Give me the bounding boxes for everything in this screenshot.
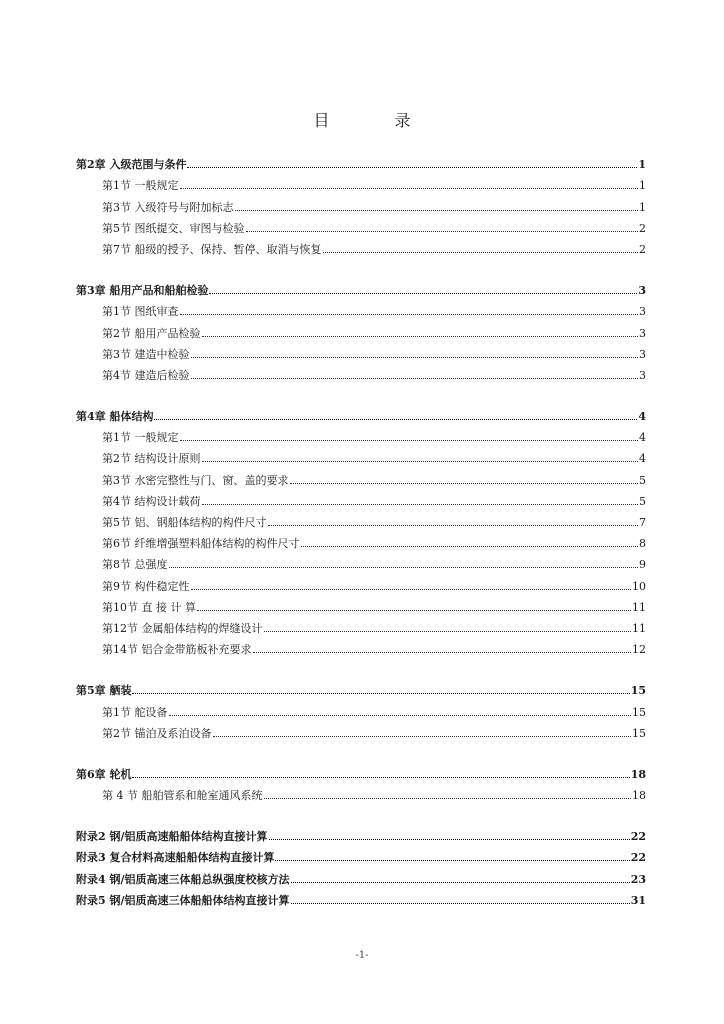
toc-section-row[interactable] bbox=[76, 529, 646, 550]
toc-section-row[interactable] bbox=[76, 465, 646, 486]
toc-section-row[interactable] bbox=[76, 593, 646, 614]
leader-dots bbox=[197, 610, 631, 611]
toc-section-label: 第4节 建造后检验 bbox=[102, 368, 190, 382]
toc-section-row[interactable] bbox=[76, 571, 646, 592]
toc-page-number: 3 bbox=[639, 305, 646, 319]
toc-section-row[interactable] bbox=[76, 697, 646, 718]
toc-chapter-row[interactable] bbox=[76, 676, 646, 697]
leader-dots bbox=[269, 839, 630, 840]
toc-section-row[interactable] bbox=[76, 214, 646, 235]
toc-section-row[interactable] bbox=[76, 318, 646, 339]
leader-dots bbox=[275, 860, 629, 861]
toc-page-number: 5 bbox=[639, 494, 646, 508]
toc-chapter-label: 第2章 入级范围与条件 bbox=[76, 158, 187, 172]
toc-page-number: 15 bbox=[632, 726, 646, 740]
leader-dots bbox=[213, 736, 632, 737]
toc-section-row[interactable] bbox=[76, 781, 646, 802]
toc-section-row[interactable] bbox=[76, 444, 646, 465]
leader-dots bbox=[132, 693, 629, 694]
toc-section-row[interactable] bbox=[76, 340, 646, 361]
toc-section-row[interactable] bbox=[76, 635, 646, 656]
toc-section-label: 第2节 锚泊及系泊设备 bbox=[102, 726, 212, 740]
toc-page-number: 7 bbox=[639, 516, 646, 529]
toc-page-number: 8 bbox=[639, 537, 646, 551]
leader-dots bbox=[323, 252, 639, 253]
toc-page-number: 1 bbox=[639, 179, 646, 193]
toc-appendix-label: 附录5 钢/铝质高速三体船船体结构直接计算 bbox=[76, 893, 290, 907]
toc-section-row[interactable] bbox=[76, 508, 646, 529]
toc-appendix-row[interactable] bbox=[76, 864, 646, 885]
leader-dots bbox=[290, 483, 639, 484]
leader-dots bbox=[264, 631, 632, 632]
toc-page-number: 18 bbox=[630, 767, 646, 781]
toc-page-number: 5 bbox=[639, 473, 646, 487]
leader-dots bbox=[187, 167, 637, 168]
toc-section-label: 第1节 图纸审查 bbox=[102, 305, 179, 319]
toc-page-number: 4 bbox=[639, 431, 646, 445]
toc-section-row[interactable] bbox=[76, 614, 646, 635]
toc-section-label: 第 4 节 船舶管系和舱室通风系统 bbox=[102, 789, 263, 803]
section-spacer bbox=[76, 740, 646, 760]
toc-section-label: 第5节 图纸提交、审图与检验 bbox=[102, 221, 245, 235]
leader-dots bbox=[132, 777, 629, 778]
toc-chapter-label: 第4章 船体结构 bbox=[76, 410, 154, 424]
toc-page-number: 2 bbox=[639, 221, 646, 235]
toc-page-number: 18 bbox=[632, 789, 646, 803]
toc-page-number: 31 bbox=[630, 893, 646, 907]
leader-dots bbox=[268, 525, 639, 526]
toc-section-label: 第9节 构件稳定性 bbox=[102, 579, 190, 593]
toc-page-number: 1 bbox=[638, 158, 646, 172]
toc-appendix-row[interactable] bbox=[76, 843, 646, 864]
toc-section-label: 第10节 直 接 计 算 bbox=[102, 600, 196, 614]
toc-page-number: 1 bbox=[639, 200, 646, 214]
table-of-contents bbox=[76, 150, 646, 907]
leader-dots bbox=[291, 903, 630, 904]
toc-section-label: 第5节 铝、钢船体结构的构件尺寸 bbox=[102, 516, 267, 529]
toc-section-row[interactable] bbox=[76, 550, 646, 571]
toc-section-label: 第2节 结构设计原则 bbox=[102, 452, 201, 466]
toc-section-label: 第14节 铝合金带筋板补充要求 bbox=[102, 643, 252, 657]
toc-section-label: 第3节 建造中检验 bbox=[102, 347, 190, 361]
toc-section-label: 第1节 舵设备 bbox=[102, 705, 168, 719]
toc-page-number: 3 bbox=[639, 326, 646, 340]
toc-page-number: 2 bbox=[639, 242, 646, 256]
leader-dots bbox=[202, 336, 639, 337]
toc-section-label: 第8节 总强度 bbox=[102, 558, 168, 572]
section-spacer bbox=[76, 802, 646, 822]
toc-page-number: 3 bbox=[638, 284, 646, 298]
toc-page-number: 10 bbox=[632, 579, 646, 593]
toc-section-row[interactable] bbox=[76, 192, 646, 213]
toc-page-number: 4 bbox=[638, 410, 646, 424]
leader-dots bbox=[235, 210, 639, 211]
leader-dots bbox=[202, 504, 639, 505]
leader-dots bbox=[191, 378, 639, 379]
toc-page-number: 11 bbox=[632, 600, 646, 614]
toc-chapter-label: 第5章 舾装 bbox=[76, 684, 132, 698]
leader-dots bbox=[191, 357, 639, 358]
toc-page-number: 9 bbox=[639, 558, 646, 572]
toc-section-label: 第1节 一般规定 bbox=[102, 179, 179, 193]
page-number-footer: -1- bbox=[355, 950, 369, 961]
leader-dots bbox=[209, 293, 637, 294]
toc-page-number: 23 bbox=[630, 872, 646, 886]
leader-dots bbox=[180, 440, 639, 441]
toc-appendix-row[interactable] bbox=[76, 822, 646, 843]
leader-dots bbox=[180, 314, 639, 315]
leader-dots bbox=[169, 715, 632, 716]
toc-section-row[interactable] bbox=[76, 719, 646, 740]
toc-section-label: 第2节 船用产品检验 bbox=[102, 326, 201, 340]
toc-appendix-label: 附录2 钢/铝质高速船船体结构直接计算 bbox=[76, 830, 268, 844]
toc-page-number: 3 bbox=[639, 347, 646, 361]
toc-section-row[interactable] bbox=[76, 235, 646, 256]
leader-dots bbox=[301, 546, 639, 547]
leader-dots bbox=[253, 652, 632, 653]
page-title: 目 录 bbox=[313, 111, 441, 130]
toc-section-label: 第4节 结构设计载荷 bbox=[102, 494, 201, 508]
toc-section-label: 第1节 一般规定 bbox=[102, 431, 179, 445]
toc-chapter-row[interactable] bbox=[76, 150, 646, 171]
toc-chapter-row[interactable] bbox=[76, 402, 646, 423]
toc-page-number: 22 bbox=[630, 851, 646, 865]
section-spacer bbox=[76, 256, 646, 276]
leader-dots bbox=[202, 461, 639, 462]
toc-page-number: 15 bbox=[630, 684, 646, 698]
toc-appendix-label: 附录3 复合材料高速船船体结构直接计算 bbox=[76, 851, 275, 865]
toc-section-label: 第3节 水密完整性与门、窗、盖的要求 bbox=[102, 473, 289, 487]
toc-section-label: 第12节 金属船体结构的焊缝设计 bbox=[102, 621, 263, 635]
toc-chapter-row[interactable] bbox=[76, 276, 646, 297]
toc-section-row[interactable] bbox=[76, 171, 646, 192]
leader-dots bbox=[264, 798, 632, 799]
toc-chapter-row[interactable] bbox=[76, 760, 646, 781]
leader-dots bbox=[291, 882, 630, 883]
section-spacer bbox=[76, 382, 646, 402]
toc-section-label: 第7节 船级的授予、保持、暂停、取消与恢复 bbox=[102, 242, 322, 256]
toc-section-label: 第6节 纤维增强塑料船体结构的构件尺寸 bbox=[102, 537, 300, 551]
toc-section-label: 第3节 入级符号与附加标志 bbox=[102, 200, 234, 214]
leader-dots bbox=[191, 589, 632, 590]
toc-chapter-label: 第3章 船用产品和船舶检验 bbox=[76, 284, 209, 298]
toc-page-number: 12 bbox=[632, 643, 646, 657]
toc-appendix-label: 附录4 钢/铝质高速三体船总纵强度校核方法 bbox=[76, 872, 290, 886]
leader-dots bbox=[246, 231, 639, 232]
leader-dots bbox=[180, 188, 639, 189]
toc-section-row[interactable] bbox=[76, 487, 646, 508]
toc-section-row[interactable] bbox=[76, 423, 646, 444]
toc-page-number: 15 bbox=[632, 705, 646, 719]
toc-section-row[interactable] bbox=[76, 297, 646, 318]
toc-page-number: 4 bbox=[639, 452, 646, 466]
toc-page-number: 3 bbox=[639, 368, 646, 382]
toc-page-number: 11 bbox=[632, 621, 646, 635]
toc-chapter-label: 第6章 轮机 bbox=[76, 767, 132, 781]
toc-page-number: 22 bbox=[630, 830, 646, 844]
leader-dots bbox=[169, 567, 639, 568]
toc-appendix-row[interactable] bbox=[76, 886, 646, 907]
section-spacer bbox=[76, 656, 646, 676]
toc-section-row[interactable] bbox=[76, 361, 646, 382]
leader-dots bbox=[154, 419, 637, 420]
